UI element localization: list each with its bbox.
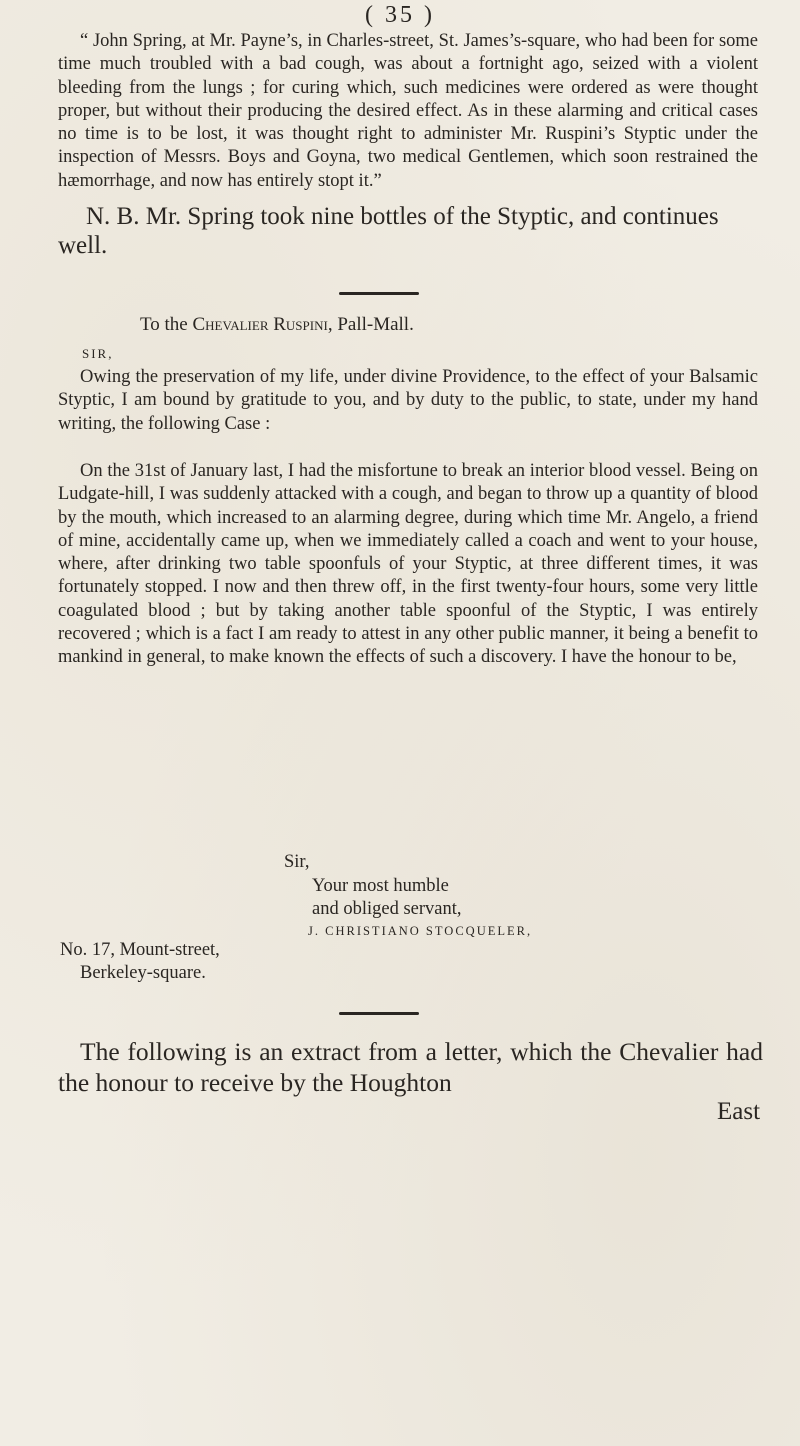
testimonial-paragraph: “ John Spring, at Mr. Payne’s, in Charles-street, St. James’s-square, who had been for some time much troubled with a bad cough, was about a fortnight ago, seized with a violent bleeding from the lungs ; for curing which, such medicines were ordered as were thought proper, but without their producing the desired effect. As in these alarming and critical cases no time is to be lost, it was thought right to administer Mr. Ruspini’s Styptic under the inspection of Messrs. Boys and Goyna, two medical Gentlemen, which soon restrained the hæmorrhage, and now has entirely stopt it.”: [58, 31, 758, 191]
sender-address-line-2: Berkeley-square.: [80, 963, 206, 983]
letter-salutation: SIR,: [82, 346, 114, 361]
letter-signature: J. CHRISTIANO STOCQUELER,: [308, 924, 533, 938]
letter-address: [140, 314, 414, 336]
nota-bene-text: Mr. Spring took nine bottles of the Styptic, and continues well.: [58, 203, 719, 259]
letter-sir: Sir,: [284, 852, 310, 872]
letter-closing-line-1: Your most humble: [312, 876, 449, 896]
section-divider: [339, 292, 419, 295]
nota-bene-label: N. B.: [86, 203, 140, 230]
catchword: East: [717, 1098, 761, 1125]
letter-paragraph-1: Owing the preservation of my life, under divine Providence, to the effect of your Balsamic Styptic, I am bound by gratitude to you, and by duty to the public, to state, under my hand writing, the following Case :: [58, 367, 758, 434]
closing-paragraph: The following is an extract from a letter, which the Chevalier had the honour to receive by the Houghton: [58, 1037, 763, 1097]
sender-address-line-1: No. 17, Mount-street,: [60, 940, 220, 960]
address-prefix: To the: [140, 314, 188, 335]
page-number: ( 35 ): [365, 2, 435, 28]
address-name: Chevalier Ruspini: [192, 314, 328, 335]
section-divider: [339, 1012, 419, 1015]
letter-closing-line-2: and obliged servant,: [312, 899, 462, 919]
nota-bene: [58, 202, 758, 260]
letter-paragraph-2: On the 31st of January last, I had the misfortune to break an interior blood vessel. Being on Ludgate-hill, I was suddenly attacked with a cough, and began to throw up a quantity of blood by the mouth, which increased to an alarming degree, during which time Mr. Angelo, a friend of mine, accidentally came up, when we immediately called a coach and went to your house, where, after drinking two table spoonfuls of your Styptic, at three different times, it was fortunately stopped. I now and then threw off, in the first twenty-four hours, some very little coagulated blood ; but by taking another table spoonful of the Styptic, I was entirely recovered ; which is a fact I am ready to attest in any other public manner, it being a benefit to mankind in general, to make known the effects of such a discovery. I have the honour to be,: [58, 461, 758, 668]
address-suffix: , Pall-Mall.: [327, 314, 414, 335]
